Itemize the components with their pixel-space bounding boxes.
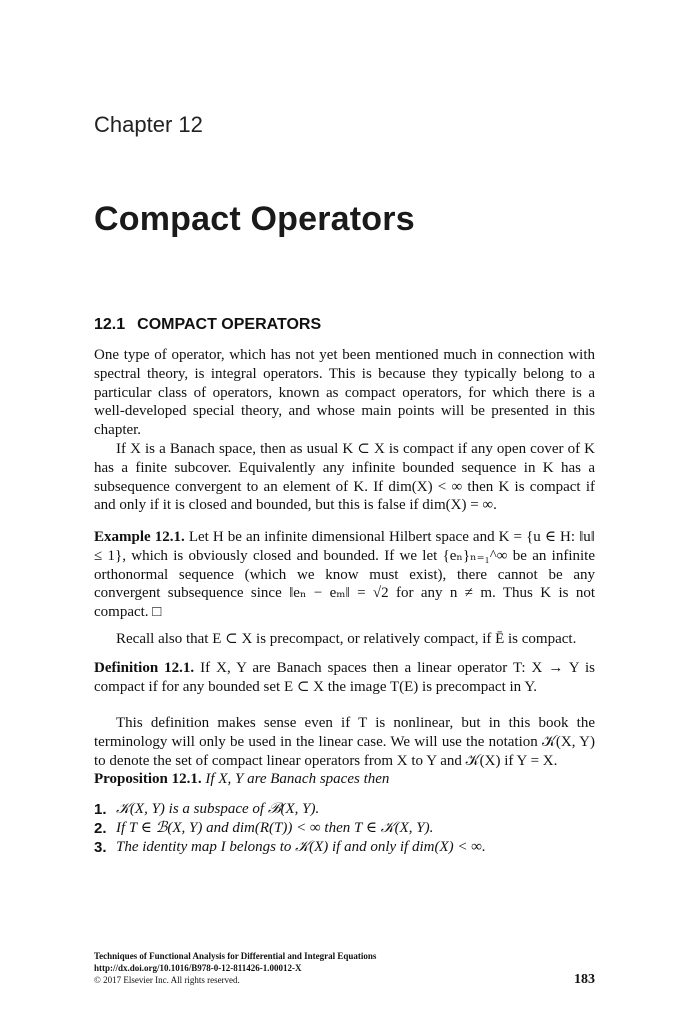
- proposition-list: [94, 800, 595, 857]
- banach-paragraph: If X is a Banach space, then as usual K ⊂ X is compact if any open cover of K has a finite subcover. Equivalently any infinite bounded sequence in K has a subsequence convergent to an element of K. If dim(X) < ∞ then K is compact if and only if it is closed and bounded, but this is false if dim(X) = ∞.: [94, 441, 595, 514]
- proposition-block: [94, 770, 595, 789]
- list-item-text: If T ∈ ℬ(X, Y) and dim(R(T)) < ∞ then T ∈ 𝒦(X, Y).: [116, 820, 434, 836]
- chapter-title: Compact Operators: [94, 200, 415, 238]
- footer-copyright: © 2017 Elsevier Inc. All rights reserved.: [94, 975, 240, 985]
- definition-text: If X, Y are Banach spaces then a linear operator T: X → Y is compact if for any bounded set E ⊂ X the image T(E) is precompact in Y.: [94, 660, 596, 695]
- list-item-number: 2.: [94, 820, 107, 837]
- list-item-text: The identity map I belongs to 𝒦(X) if and only if dim(X) < ∞.: [116, 839, 486, 855]
- list-item-number: 1.: [94, 801, 107, 818]
- list-item: [94, 800, 595, 819]
- footer-book-title: Techniques of Functional Analysis for Differential and Integral Equations: [94, 951, 377, 961]
- section-number: 12.1: [94, 316, 126, 333]
- list-item-number: 3.: [94, 839, 107, 856]
- chapter-label: Chapter 12: [94, 112, 203, 137]
- proposition-text: If X, Y are Banach spaces then: [205, 771, 390, 787]
- definition-block: [94, 659, 595, 697]
- section-heading: [94, 316, 321, 334]
- example-label: Example 12.1.: [94, 529, 185, 545]
- list-item-text: 𝒦(X, Y) is a subspace of ℬ(X, Y).: [116, 801, 320, 817]
- page-number: 183: [574, 972, 595, 987]
- section-title: COMPACT OPERATORS: [137, 316, 322, 333]
- definition-label: Definition 12.1.: [94, 660, 195, 676]
- proposition-label: Proposition 12.1.: [94, 771, 202, 787]
- example-text: Let H be an infinite dimensional Hilbert space and K = {u ∈ H: ‖u‖ ≤ 1}, which is obviously closed and bounded. If we let {eₙ}ₙ₌₁^∞ be an infinite orthonormal sequence (which we know must exist), there cannot be any convergent subsequence since ‖eₙ − eₘ‖ = √2 for any n ≠ m. Thus K is not compact. □: [94, 529, 595, 621]
- footer: [94, 950, 595, 986]
- definition-note-paragraph: This definition makes sense even if T is nonlinear, but in this book the terminology will only be used in the linear case. We will use the notation 𝒦(X, Y) to denote the set of compact linear operators from X to Y and 𝒦(X) if Y = X.: [94, 715, 595, 769]
- list-item: [94, 819, 595, 838]
- intro-paragraph: One type of operator, which has not yet been mentioned much in connection with spectral theory, is integral operators. This is because they typically belong to a particular class of operators, known as compact operators, for which there is a well-developed special theory, and whose main points will be presented in this chapter.: [94, 347, 595, 439]
- footer-doi-link[interactable]: http://dx.doi.org/10.1016/B978-0-12-811426-1.00012-X: [94, 963, 302, 973]
- list-item: [94, 838, 595, 857]
- example-block: [94, 528, 595, 622]
- recall-paragraph: Recall also that E ⊂ X is precompact, or relatively compact, if Ē is compact.: [116, 631, 577, 647]
